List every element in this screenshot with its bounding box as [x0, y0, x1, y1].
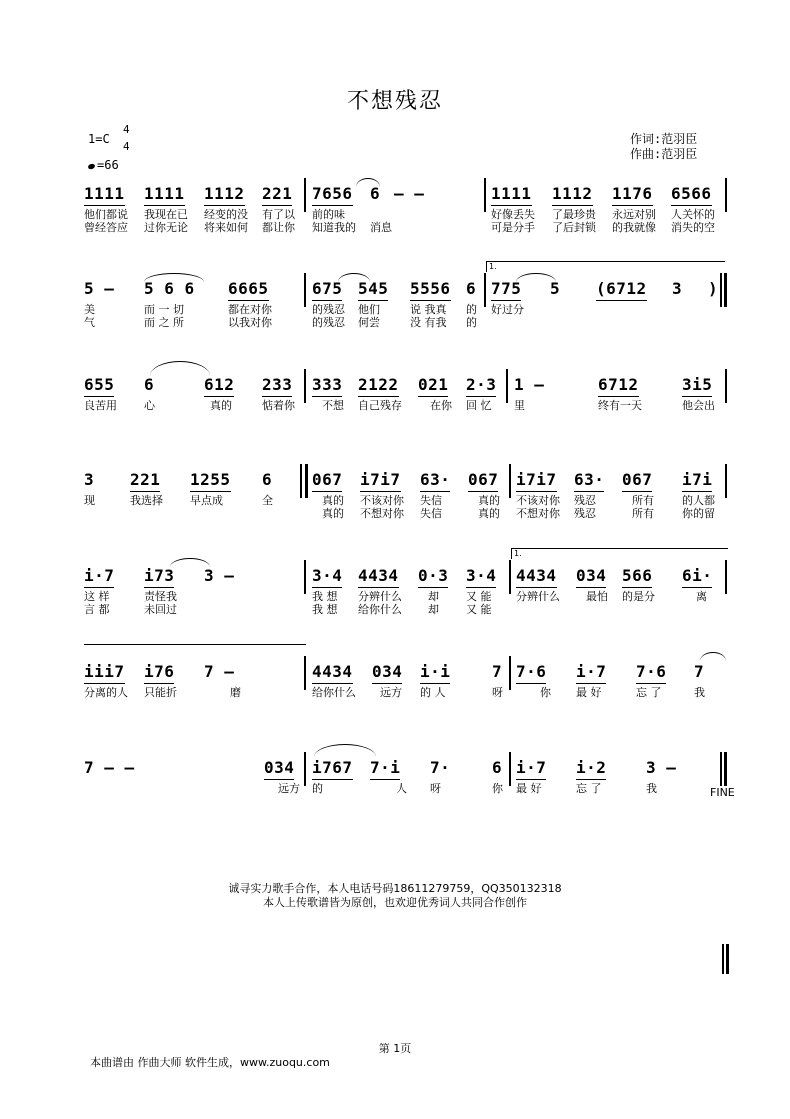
note-group: 775: [491, 279, 521, 301]
bar-line: [304, 560, 306, 594]
score-row-3: [0, 375, 790, 455]
lyric: 人关怀的: [671, 208, 715, 221]
bar-line: [725, 178, 727, 212]
note-group: 5: [550, 279, 561, 298]
note-group: 6: [144, 375, 155, 394]
note-group: 1176: [612, 184, 653, 206]
bar-line: [725, 560, 727, 594]
lyric: 离: [696, 590, 707, 603]
lyric: 又 能: [466, 603, 492, 616]
bar-line: [304, 369, 306, 403]
lyric: 不想对你: [360, 507, 404, 520]
repeat-start-bar: [304, 656, 306, 690]
lyric: 而 一 切: [144, 303, 184, 316]
note-group: i·7: [516, 758, 546, 780]
note-group: i·7: [84, 566, 114, 588]
note-group: 5556: [410, 279, 451, 301]
lyric: 不该对你: [360, 494, 404, 507]
lyric: 所有: [632, 507, 654, 520]
note-group: 5 —: [84, 279, 115, 298]
note-group: 6566: [671, 184, 712, 206]
lyric: 经变的没: [204, 208, 248, 221]
note-group: 1111: [144, 184, 185, 206]
lyric: 终有一天: [598, 399, 642, 412]
note-group: 3 —: [646, 758, 677, 777]
lyric: 了后封锁: [552, 221, 596, 234]
lyric: 现: [84, 494, 95, 507]
note-group: i·7: [576, 662, 606, 684]
lyric: 却: [428, 590, 439, 603]
note-group: 1112: [552, 184, 593, 206]
bar-line: [509, 656, 511, 690]
lyric: 都在对你: [228, 303, 272, 316]
lyric: 以我对你: [228, 316, 272, 329]
note-group: 6i·: [682, 566, 712, 588]
lyric: 残忍: [574, 507, 596, 520]
note-group: 221: [130, 470, 160, 492]
lyric: 呀: [492, 686, 503, 699]
note-group: 221: [262, 184, 292, 206]
note-group: 6: [262, 470, 273, 489]
bar-line: [506, 369, 508, 403]
volta-bracket: 1.: [511, 548, 728, 559]
note-group: 333: [312, 375, 342, 397]
triplet-slur: [314, 744, 376, 757]
volta-bracket-continuation: [84, 644, 306, 655]
note-group: 655: [84, 375, 114, 397]
lyric: 你的留: [682, 507, 715, 520]
bar-line: [509, 752, 511, 786]
note-group: i7i: [682, 470, 712, 492]
lyric: 我 想: [312, 590, 338, 603]
lyric: 失信: [420, 507, 442, 520]
lyric: 只能折: [144, 686, 177, 699]
lyric: 最怕: [586, 590, 608, 603]
lyric: 真的: [322, 494, 344, 507]
composer: 作曲:范羽臣: [630, 147, 698, 161]
lyricist: 作词:范羽臣: [630, 132, 698, 146]
note-group: 7·6: [516, 662, 546, 684]
lyric: 最 好: [516, 782, 542, 795]
note-group: 1111: [84, 184, 125, 206]
note-group: 6712: [598, 375, 639, 397]
note-group: i76: [144, 662, 174, 684]
lyric: 的人都: [682, 494, 715, 507]
repeat-bar-line-thick: [724, 273, 727, 307]
note-group: 566: [622, 566, 652, 588]
lyric: 呀: [430, 782, 441, 795]
lyric: 了最珍贵: [552, 208, 596, 221]
note-group: 675: [312, 279, 342, 301]
lyric: 最 好: [576, 686, 602, 699]
repeat-start-bar: [305, 464, 308, 498]
lyric: 他们: [358, 303, 380, 316]
final-bar-line: [720, 752, 722, 786]
repeat-bar-line: [720, 273, 722, 307]
note-group: 545: [358, 279, 388, 301]
page-end-bar: [722, 944, 724, 974]
note-group: 6: [492, 758, 503, 777]
slur: [338, 273, 370, 282]
score-row-4: [0, 470, 790, 550]
bar-line: [484, 178, 486, 212]
note-group: i73: [144, 566, 174, 588]
note-group: 63·: [574, 470, 604, 492]
lyric: 将来如何: [204, 221, 248, 234]
lyric: 自己残存: [358, 399, 402, 412]
lyric: 忘 了: [576, 782, 602, 795]
note-group: 034: [576, 566, 606, 588]
lyric: 没 有我: [410, 316, 447, 329]
note-group: 7·6: [636, 662, 666, 684]
lyric: 好过分: [491, 303, 524, 316]
note-group: — —: [394, 184, 425, 203]
lyric: 早点成: [190, 494, 223, 507]
lyric: 的残忍: [312, 303, 345, 316]
note-group: 3: [84, 470, 95, 489]
time-signature-bottom: 4: [123, 140, 130, 153]
lyric: 这 样: [84, 590, 110, 603]
lyric: 前的味: [312, 208, 345, 221]
lyric: 给你什么: [312, 686, 356, 699]
lyric: 真的: [478, 494, 500, 507]
bar-line: [509, 464, 511, 498]
note-group: 233: [262, 375, 292, 397]
lyric: 却: [428, 603, 439, 616]
note-group: 7·: [430, 758, 451, 777]
footer-note: 本人上传歌谱皆为原创，也欢迎优秀词人共同合作创作: [263, 896, 527, 909]
footer-contact: 诚寻实力歌手合作，本人电话号码18611279759，QQ350132318: [228, 882, 562, 895]
lyric: 曾经答应: [84, 221, 128, 234]
note-group: (6712: [596, 279, 647, 301]
lyric: 你: [540, 686, 551, 699]
lyric: 你: [492, 782, 503, 795]
lyric: 好像丢失: [491, 208, 535, 221]
lyric: 我: [646, 782, 657, 795]
lyric: 分离的人: [84, 686, 128, 699]
bar-line: [304, 752, 306, 786]
bar-line: [725, 369, 727, 403]
lyric: 消息: [370, 221, 392, 234]
lyric: 都让你: [262, 221, 295, 234]
page-end-bar-thick: [726, 944, 729, 974]
note-group: 1255: [190, 470, 231, 492]
page-number: 第 1页: [378, 1042, 412, 1055]
bar-line: [300, 464, 302, 498]
time-signature-top: 4: [123, 123, 130, 136]
note-group: 1112: [204, 184, 245, 206]
score-row-2: [0, 262, 790, 359]
lyric: 回 忆: [466, 399, 492, 412]
slur: [356, 178, 380, 187]
lyric: 的残忍: [312, 316, 345, 329]
note-group: ): [708, 279, 719, 298]
final-bar-line-thick: [724, 752, 727, 786]
note-group: 034: [372, 662, 402, 684]
note-group: 7656: [312, 184, 353, 206]
note-group: 7 —: [204, 662, 235, 681]
triplet-slur: [144, 273, 204, 282]
note-group: 034: [264, 758, 294, 780]
note-group: 3·4: [466, 566, 496, 588]
key-signature: 1=C: [88, 132, 110, 146]
lyric: 的 人: [420, 686, 446, 699]
note-group: 5 6 6: [144, 279, 195, 298]
lyric: 分辨什么: [516, 590, 560, 603]
note-group: 1111: [491, 184, 532, 206]
lyric: 说 我真: [410, 303, 447, 316]
note-group: iii7: [84, 662, 125, 684]
lyric: 惦着你: [262, 399, 295, 412]
note-group: 2122: [358, 375, 399, 397]
quarter-note-icon: [87, 163, 95, 170]
slur: [150, 361, 210, 376]
tie: [700, 652, 726, 661]
note-group: i7i7: [360, 470, 401, 492]
lyric: 人: [396, 782, 407, 795]
score-row-1: [0, 184, 790, 264]
lyric: 而 之 所: [144, 316, 184, 329]
lyric: 不想对你: [516, 507, 560, 520]
lyric: 又 能: [466, 590, 492, 603]
volta-bracket: 1.: [486, 261, 725, 272]
lyric: 可是分手: [491, 221, 535, 234]
note-group: 1 —: [514, 375, 545, 394]
lyric: 真的: [210, 399, 232, 412]
note-group: 6: [466, 279, 477, 298]
bar-line: [509, 560, 511, 594]
note-group: 7: [492, 662, 503, 681]
lyric: 全: [262, 494, 273, 507]
bar-line: [725, 464, 727, 498]
score-row-7: [0, 758, 790, 838]
lyric: 的: [466, 316, 477, 329]
note-group: i·i: [420, 662, 450, 684]
lyric: 气: [84, 316, 95, 329]
note-group: 7·i: [370, 758, 400, 780]
slur: [516, 273, 556, 282]
note-group: 6665: [228, 279, 269, 301]
note-group: 4434: [358, 566, 399, 588]
lyric: 我 想: [312, 603, 338, 616]
lyric: 真的: [478, 507, 500, 520]
lyric: 我选择: [130, 494, 163, 507]
lyric: 消失的空: [671, 221, 715, 234]
lyric: 真的: [322, 507, 344, 520]
lyric: 分辨什么: [358, 590, 402, 603]
lyric: 磨: [230, 686, 241, 699]
lyric: 他会出: [682, 399, 715, 412]
score-row-5: [0, 549, 790, 646]
note-group: i7i7: [516, 470, 557, 492]
note-group: 067: [312, 470, 342, 492]
lyric: 我: [694, 686, 705, 699]
lyric: 良苦用: [84, 399, 117, 412]
note-group: 7: [694, 662, 705, 681]
lyric: 给你什么: [358, 603, 402, 616]
lyric: 心: [144, 399, 155, 412]
note-group: 7 — —: [84, 758, 135, 777]
note-group: 612: [204, 375, 234, 397]
lyric: 未回过: [144, 603, 177, 616]
bar-line: [304, 178, 306, 212]
lyric: 有了以: [262, 208, 295, 221]
note-group: i767: [312, 758, 353, 780]
bar-line: [484, 273, 486, 307]
lyric: 远方: [278, 782, 300, 795]
note-group: 6: [370, 184, 381, 203]
note-group: 021: [418, 375, 448, 397]
note-group: 067: [622, 470, 652, 492]
lyric: 美: [84, 303, 95, 316]
lyric: 我现在已: [144, 208, 188, 221]
lyric: 知道我的: [312, 221, 356, 234]
note-group: 3i5: [682, 375, 712, 397]
note-group: 4434: [516, 566, 557, 588]
note-group: 3 —: [204, 566, 235, 585]
lyric: 里: [514, 399, 525, 412]
lyric: 永远对别: [612, 208, 656, 221]
lyric: 的: [312, 782, 323, 795]
note-group: 2·3: [466, 375, 496, 397]
lyric: 远方: [380, 686, 402, 699]
lyric: 何尝: [358, 316, 380, 329]
lyric: 责怪我: [144, 590, 177, 603]
lyric: 的: [466, 303, 477, 316]
lyric: 的我就像: [612, 221, 656, 234]
lyric: 的是分: [622, 590, 655, 603]
tempo-marking: =66: [88, 158, 119, 172]
lyric: 所有: [632, 494, 654, 507]
lyric: 在你: [430, 399, 452, 412]
page-title: 不想残忍: [346, 89, 443, 114]
bar-line: [304, 273, 306, 307]
lyric: 言 都: [84, 603, 110, 616]
lyric: 他们都说: [84, 208, 128, 221]
lyric: 残忍: [574, 494, 596, 507]
lyric: 忘 了: [636, 686, 662, 699]
lyric: 失信: [420, 494, 442, 507]
generator-credit: 本曲谱由 作曲大师 软件生成，www.zuoqu.com: [90, 1056, 330, 1069]
score-row-6: [0, 662, 790, 742]
lyric: 不想: [322, 399, 344, 412]
note-group: 4434: [312, 662, 353, 684]
lyric: 过你无论: [144, 221, 188, 234]
note-group: 3·4: [312, 566, 342, 588]
note-group: 63·: [420, 470, 450, 492]
note-group: 3: [672, 279, 683, 298]
note-group: 0·3: [418, 566, 448, 588]
lyric: 不该对你: [516, 494, 560, 507]
note-group: i·2: [576, 758, 606, 780]
fine-marking: FINE: [710, 786, 735, 799]
note-group: 067: [468, 470, 498, 492]
